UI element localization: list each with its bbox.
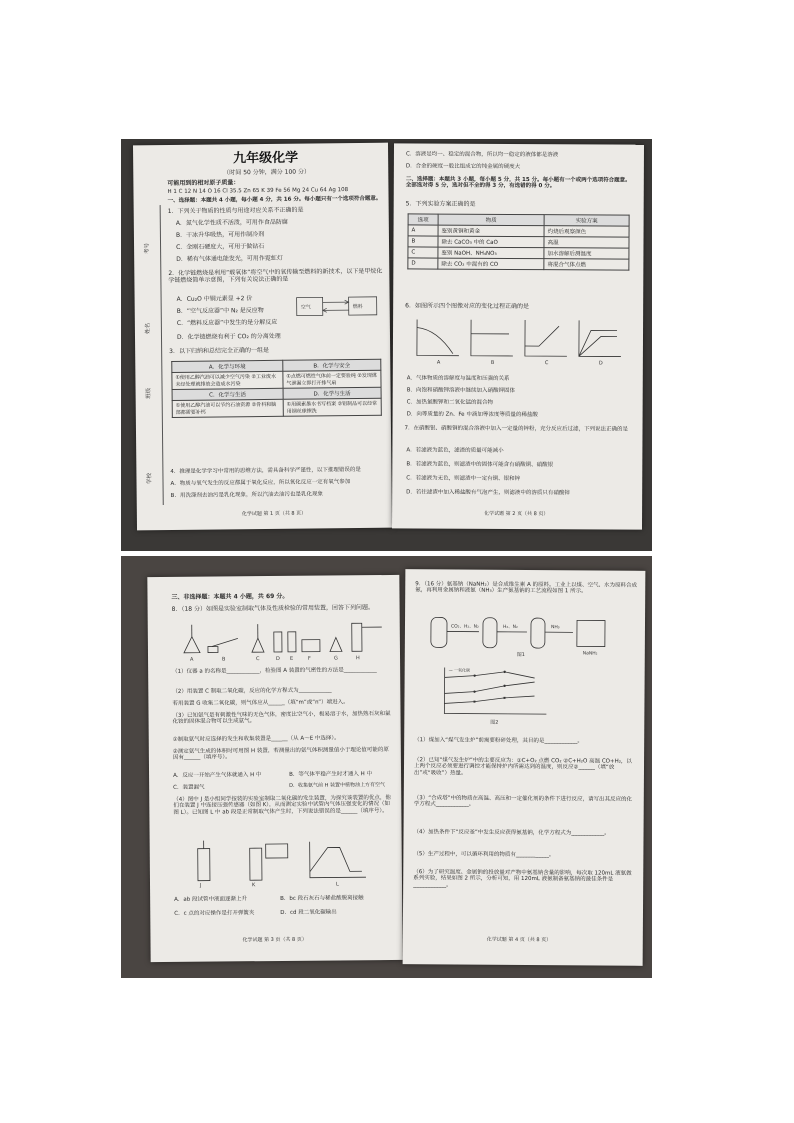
flow-label: NH₃ xyxy=(550,625,560,631)
flow-label: H₂、N₂ xyxy=(502,624,518,630)
q5-cell: 鉴别 NaOH、NH₄NO₃ xyxy=(438,247,544,259)
page-1-footer: 化学试题 第 1 页（共 8 页） xyxy=(241,510,307,518)
q6-option-a: A．气体物质的溶解度与温度和压强的关系 xyxy=(406,375,510,382)
bottom-photo xyxy=(121,556,652,978)
q3-stem: 3．以下归纳和总结完全正确的一组是 xyxy=(169,346,270,355)
q4-option-b: B．用洗涤剂去油污是乳化现象，所以汽油去油污也是乳化现象 xyxy=(170,491,323,499)
q9-stem: 9．（16 分）氨基钠（NaNH₂）是合成维生素 A 的原料。工业上以煤、空气、水为原料合成氨，再利用金属钠和液氨（NH₃）生产氨基钠的工艺流程如图 1 所示。 xyxy=(415,581,637,595)
q2-option-d: D．化学链燃烧有利于 CO₂ 的分离处理 xyxy=(176,332,281,341)
q5-cell: 灼烧后观察颜色 xyxy=(544,226,629,237)
top-photo xyxy=(121,139,652,551)
svg-text:A: A xyxy=(436,359,441,366)
q4-option-a: A．物质与氧气发生的反应都属于氧化反应，所以氧化反应一定有氧气参加 xyxy=(170,479,351,487)
q5-cell: 选项 xyxy=(408,214,438,225)
q9-part-6: （6）为了研究温度、金属钠的投放量对产物中氨基钠含量的影响，每次取 120mL 液氨做系列实验，结果如图 2 所示，分析可知，用 120mL 液氨制备氨基钠的最佳条件是____________。 xyxy=(413,869,632,889)
svg-text:B: B xyxy=(222,656,226,663)
q5-cell: 物质 xyxy=(438,214,544,226)
atomic-label: 可能用到的相对原子质量： xyxy=(167,179,240,187)
q5-stem: 5．下列实验方案正确的是 xyxy=(405,200,476,208)
q9-part-3: （3）“合成塔”中的物质在高温、高压和一定催化剂的条件下进行反应，请写出其反应的化学方程式____________。 xyxy=(413,795,633,808)
svg-text:F: F xyxy=(308,655,311,662)
q8-part-3a: ①制取氨气时应选择的发生和收集装置是______（从 A～E 中选择）。 xyxy=(172,735,340,743)
q5-cell: 除去 CO₂ 中混有的 CO xyxy=(438,258,544,270)
svg-text:空气: 空气 xyxy=(300,304,311,311)
q5-cell: 将混合气体点燃 xyxy=(544,259,629,270)
flow-label: CO₂、H₂、N₂ xyxy=(450,624,479,630)
q5-cell: A xyxy=(408,225,438,236)
q5-cell: 加水溶解后测温度 xyxy=(544,248,629,259)
q8-part-1: （1）仪器 a 的名称是____________，检验图 A 装置的气密性的方法是____________ xyxy=(172,667,377,675)
svg-text:H: H xyxy=(356,655,360,662)
q8-part-3: （3）已知氨气是有刺激性气味的无色气体，密度比空气小，极易溶于水，加热熟石灰和氯化铵的固体混合物可以生成氨气。 xyxy=(172,710,391,726)
q8-part-4: （4）图中 J 是小组同学按装的实验室制取二氧化碳的发生装置，为探究该装置的优点，他们在装置 J 中连接压强传感器（如图 K），从而测定实验中试管内气体压强变化的情况（如图 L）。已知图 L 中 ab 段是正常制取气体产生时，下列说法错误的是______（填序号）。 xyxy=(173,794,391,816)
q6-option-c: C．加热氯酸钾和二氧化锰的混合物 xyxy=(406,399,494,406)
q3-cell: D．化学与生活 xyxy=(283,387,381,399)
svg-text:D: D xyxy=(276,655,280,662)
q2-option-c: C．“燃料反应器”中发生的是分解反应 xyxy=(176,318,278,327)
page-3-footer: 化学试题 第 3 页（共 8 页） xyxy=(242,936,307,944)
q3-cell: ①用碳素墨水书写档案 ②铝制品可以经常用钢丝球擦洗 xyxy=(283,398,381,416)
q8-option-d: D．收集氨气前 H 装置中植物油上方有空气 xyxy=(289,782,385,789)
svg-text:G: G xyxy=(334,655,338,662)
q5-cell: B xyxy=(408,236,438,247)
q5-cell: 实验方案 xyxy=(544,215,629,226)
section-2-heading: 二、选择题：本题共 3 小题，每小题 5 分，共 15 分。每小题有一个或两个选项符合题意。全部选对得 5 分，选对但不全的得 3 分，有选错的得 0 分。 xyxy=(405,176,631,190)
q2-stem: 2．化学链燃烧是利用“载氧体”将空气中的氧传输至燃料的新技术，以下是甲烷化学链燃烧简单示意图，下列有关说法正确的是 xyxy=(168,267,383,284)
q4-option-c: C．溶液是均一、稳定的混合物，所以均一稳定的液体都是溶液 xyxy=(405,151,559,159)
q7-stem: 7．在硝酸银、硝酸铜的混合溶液中加入一定量的锌粉，充分反应后过滤，下列说法正确的是 xyxy=(404,425,629,433)
q3-cell: ①使用乙醇汽油可以减少空气污染 ②工业废水未经处理就排放会造成水污染 xyxy=(172,371,283,389)
q2-option-a: A．Cu₂O 中铜元素显 +2 价 xyxy=(176,295,253,303)
q6-option-b: B．向饱和硝酸钾溶液中继续加入硝酸钾固体 xyxy=(406,387,516,394)
side-label-school: 学校 xyxy=(146,472,153,484)
q1-option-c: C．金刚石硬度大，可用于做钻石 xyxy=(176,242,265,251)
q6-option-d: D．向等质量的 Zn、Fe 中滴加等浓度等质量的稀盐酸 xyxy=(406,411,538,419)
page-1-sheet xyxy=(133,143,392,531)
binding-line xyxy=(160,205,164,505)
q8-4-option-b: B．bc 段石灰石与稀盐酸脱离接触 xyxy=(280,895,364,902)
q1-option-a: A．氮气化学性质不活泼，可用作食品防腐 xyxy=(175,218,288,227)
apparatus-label: A xyxy=(190,656,194,663)
q9-part-5: （5）生产过程中，可以循环利用的物质有____________。 xyxy=(413,851,555,859)
time-note: （时间 50 分钟，满分 100 分） xyxy=(223,168,311,177)
q9-line-graph xyxy=(434,663,554,726)
q5-cell: D xyxy=(408,258,438,269)
atomic-masses: H 1 C 12 N 14 O 16 Cl 35.5 Zn 65 K 39 Fe 56 Mg 24 Cu 64 Ag 108 xyxy=(167,187,349,195)
q7-option-c: C．若滤液为无色，则滤渣中一定有铜、银和锌 xyxy=(406,475,521,483)
page-4-sheet xyxy=(403,569,646,966)
process-flow-diagram xyxy=(427,609,627,658)
q8-4-option-a: A．ab 段试管中液面逐渐上升 xyxy=(174,896,248,903)
page-3-sheet xyxy=(147,575,402,962)
q3-table xyxy=(171,359,382,418)
q3-cell: ①点燃可燃性气体前一定要验纯 ②发现煤气泄漏立即打开排气扇 xyxy=(283,370,381,388)
svg-text:C: C xyxy=(544,360,549,367)
side-label-name: 姓名 xyxy=(145,322,152,334)
q8-option-c: C．装置漏气 xyxy=(173,784,205,791)
q8-4-option-c: C．c 点的对应操作是打开弹簧夹 xyxy=(174,910,255,917)
page-2-footer: 化学试题 第 2 页（共 8 页） xyxy=(484,510,549,518)
figure-label: 图1 xyxy=(516,651,525,659)
svg-text:L: L xyxy=(335,881,339,888)
q1-option-d: D．稀有气体通电能发光，可用作霓虹灯 xyxy=(176,254,283,263)
q8-stem: 8．（18 分）如图是实验室制取气体及性质检验的常用装置，回答下列问题。 xyxy=(171,604,375,613)
svg-text:D: D xyxy=(598,360,603,367)
q6-stem: 6．如图所示四个图像对应的变化过程正确的是 xyxy=(405,302,530,311)
q9-part-1: （1）煤加入“煤气发生炉”前需要粉碎处理，其目的是____________。 xyxy=(414,737,583,745)
chemical-looping-diagram xyxy=(293,291,383,326)
svg-text:E: E xyxy=(290,655,294,662)
svg-text:燃料: 燃料 xyxy=(352,303,363,311)
q8-part-2b: 若用装置 G 收集二氧化碳，则气体应从______（填“m”或“n”）端进入。 xyxy=(172,699,349,707)
side-label-exam-no: 考号 xyxy=(144,242,151,254)
q4-stem: 4．推理是化学学习中常用的思维方法，需具备科学严谨性，以下推理错误的是 xyxy=(170,466,361,475)
q5-cell: 除去 CaCO₃ 中的 CaO xyxy=(438,236,544,248)
q8-4-option-d: D．cd 段二氧化碳输出 xyxy=(280,909,337,916)
q3-cell: B．化学与安全 xyxy=(283,359,381,371)
q6-graphs xyxy=(409,315,629,366)
legend-item: — 一氧化碳 xyxy=(448,667,470,673)
q3-cell: ①使用乙醇汽油可以节约石油资源 ②骨科和脑部都需要补钙 xyxy=(172,399,283,417)
svg-text:J: J xyxy=(199,882,202,889)
pressure-apparatus-diagram xyxy=(190,837,370,889)
q9-part-4: （4）加热条件下“反应釜”中发生反应获得氨基钠，化学方程式为____________。 xyxy=(413,829,610,837)
q5-cell: C xyxy=(408,247,438,258)
q7-option-a: A．若滤液为蓝色，滤渣的质量可能减小 xyxy=(406,447,504,454)
q5-cell: 高温 xyxy=(544,237,629,248)
page-4-footer: 化学试题 第 4 页（共 8 页） xyxy=(486,936,552,944)
q8-option-b: B．等气体平稳产生时才通入 H 中 xyxy=(289,771,373,778)
q7-option-d: D．若往滤渣中加入稀盐酸有气泡产生，则滤液中的溶质只有硝酸锌 xyxy=(406,489,570,497)
q8-part-3b: ②测定氨气生成的体积时可用图 H 装置，若测量出的氨气体积测量值小于理论值可能的原因有______（填序号）。 xyxy=(172,747,389,762)
flow-label: NaNH₂ xyxy=(582,651,598,657)
q1-option-b: B．干冰升华吸热，可用作制冷剂 xyxy=(175,230,265,239)
page-2-sheet xyxy=(392,143,644,529)
q5-cell: 鉴别黄铜和黄金 xyxy=(438,225,544,237)
section-1-heading: 一、选择题：本题共 4 小题，每小题 4 分，共 16 分。每小题只有一个选项符合题意。 xyxy=(167,195,382,204)
q1-stem: 1．下列关于物质的性质与用途对应关系不正确的是 xyxy=(167,206,304,215)
q8-option-a: A．反应一开始产生气体就通入 H 中 xyxy=(173,772,262,779)
q4-option-d: D．合金的硬度一般比组成它的纯金属的硬度大 xyxy=(405,163,521,171)
q7-option-b: B．若滤液为蓝色，则滤渣中的固体可能含有硝酸铜、硝酸银 xyxy=(406,461,554,469)
q5-table xyxy=(407,213,629,270)
q9-part-2: （2）已知“煤气发生炉”中的主要反应为：①C+O₂ 点燃 CO₂ ②C+H₂O 高温 CO+H₂，以上两个反应必须要进行调控才能保持炉内所需达到的温度，则反应②______（填“放出”或“吸收”）热量。 xyxy=(413,757,632,777)
section-3-heading: 三、非选择题：本题共 4 小题，共 69 分。 xyxy=(171,592,289,601)
q2-option-b: B．“空气反应器”中 N₂ 是反应物 xyxy=(176,306,264,315)
svg-text:B: B xyxy=(490,359,495,366)
side-label-class: 班级 xyxy=(145,387,152,399)
q8-part-2: （2）用装置 C 制取二氧化碳，反应的化学方程式为____________ xyxy=(172,687,332,695)
q3-cell: C．化学与生活 xyxy=(172,388,283,400)
figure-label: 图2 xyxy=(490,719,499,726)
svg-text:K: K xyxy=(251,882,256,889)
exam-title: 九年级化学 xyxy=(233,150,299,167)
lab-apparatus-diagram xyxy=(178,615,388,663)
q3-cell: A．化学与环境 xyxy=(172,360,283,372)
svg-text:C: C xyxy=(256,656,260,663)
